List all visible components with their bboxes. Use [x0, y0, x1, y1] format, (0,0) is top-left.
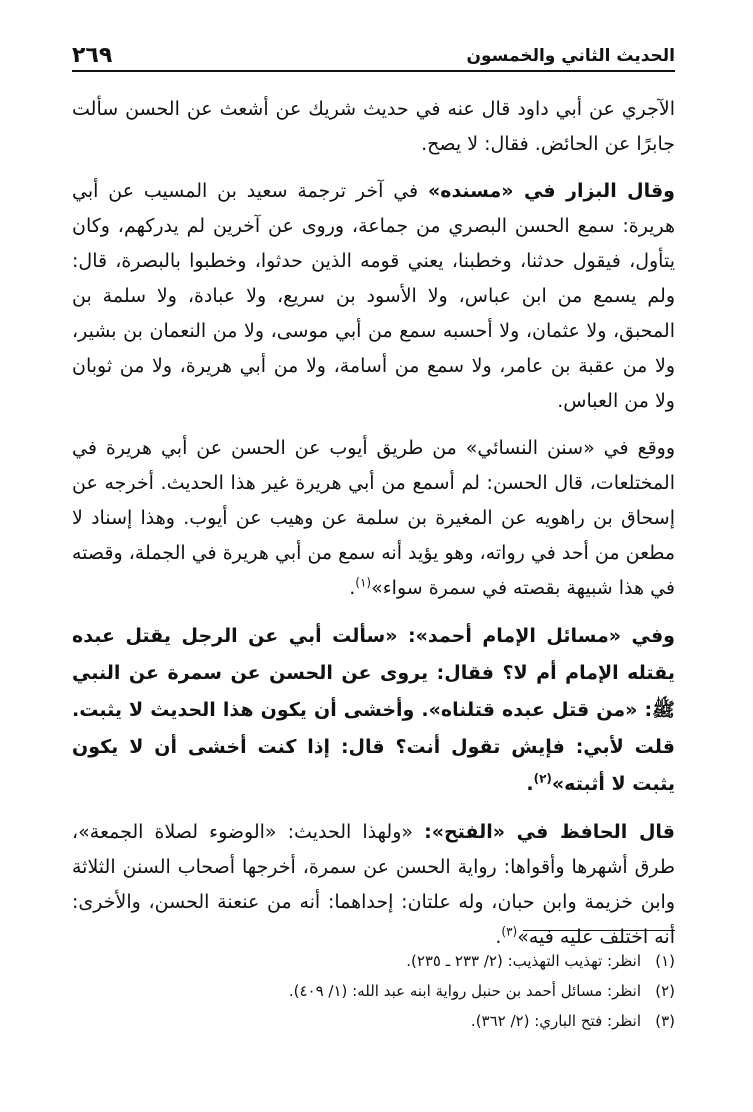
paragraph-5-lead: قال الحافظ في «الفتح»:: [424, 821, 675, 843]
paragraph-1: [72, 92, 675, 162]
footnote-text: انظر: فتح الباري: (٢/ ٣٦٢).: [470, 1012, 641, 1030]
footnote-ref-3: (٣): [501, 924, 518, 939]
footnote-3: [72, 1006, 675, 1036]
paragraph-5-end: .: [495, 926, 502, 948]
footnote-2: [72, 976, 675, 1006]
paragraph-5: [72, 815, 675, 955]
paragraph-1-text: الآجري عن أبي داود قال عنه في حديث شريك عن أشعث عن الحسن سألت جابرًا عن الحائض. فقال: لا يصح.: [72, 98, 675, 155]
footnote-separator: [523, 930, 675, 931]
paragraph-5-text: «ولهذا الحديث: «الوضوء لصلاة الجمعة»، طرق أشهرها وأقواها: رواية الحسن عن سمرة، أخرجها أصحاب السنن الثلاثة وابن خزيمة وابن حبان، وله علتان: إحداهما: أنه من عنعنة الحسن، والأخرى: أنه اختلف عليه فيه»: [72, 821, 675, 948]
footnote-1: [72, 946, 675, 976]
paragraph-2: [72, 174, 675, 419]
running-title: الحديث الثاني والخمسون: [466, 46, 675, 66]
footnotes: [72, 946, 675, 1036]
paragraph-4-end: .: [526, 773, 534, 795]
footnote-number: (٣): [655, 1012, 675, 1030]
paragraph-3: [72, 431, 675, 606]
footnote-number: (٢): [655, 982, 675, 1000]
paragraph-2-text: في آخر ترجمة سعيد بن المسيب عن أبي هريرة: سمع الحسن البصري من جماعة، وروى عن آخرين لم يدركهم، وكان يتأول، فيقول حدثنا، وخطبنا، يعني قومه الذين حدثوا، وخطبوا بالبصرة، قال: ولم يسمع من ابن عباس، ولا الأسود بن سريع، ولا عبادة، ولا سلمة بن المحبق، ولا عثمان، ولا أحسبه سمع من أبي موسى، ولا من النعمان بن بشير، ولا من عقبة بن عامر، ولا سمع من أسامة، ولا من أبي هريرة، ولا من ثوبان ولا من العباس.: [72, 180, 675, 412]
paragraph-2-lead: وقال البزار في «مسنده»: [427, 180, 675, 202]
paragraph-4: [72, 618, 675, 803]
paragraph-4-text: وفي «مسائل الإمام أحمد»: «سألت أبي عن الرجل يقتل عبده يقتله الإمام أم لا؟ فقال: يروى عن الحسن عن سمرة عن النبي ﷺ: «من قتل عبده قتلناه». وأخشى أن يكون هذا الحديث لا يثبت. قلت لأبي: فإيش تقول أنت؟ قال: إذا كنت أخشى أن لا يكون يثبت لا أثبته»: [72, 625, 675, 795]
paragraph-3-end: .: [349, 577, 356, 599]
footnote-text: انظر: مسائل أحمد بن حنبل رواية ابنه عبد الله: (١/ ٤٠٩).: [288, 982, 641, 1000]
main-text: [72, 92, 675, 967]
footnote-number: (١): [655, 952, 675, 970]
paragraph-3-text: ووقع في «سنن النسائي» من طريق أيوب عن الحسن عن أبي هريرة في المختلعات، قال الحسن: لم أسمع من أبي هريرة غير هذا الحديث. أخرجه عن إسحاق بن راهويه عن المغيرة بن سلمة عن وهيب عن أيوب. وهذا إسناد لا مطعن من أحد في رواته، وهو يؤيد أنه سمع من أبي هريرة في الجملة، وقصته في هذا شبيهة بقصته في سمرة سواء»: [72, 437, 675, 599]
footnote-ref-2: (٢): [533, 771, 552, 786]
footnote-text: انظر: تهذيب التهذيب: (٢/ ٢٣٣ ـ ٢٣٥).: [406, 952, 641, 970]
page-header: [72, 30, 675, 72]
footnote-ref-1: (١): [355, 575, 372, 590]
page-number: ٢٦٩: [72, 43, 113, 68]
